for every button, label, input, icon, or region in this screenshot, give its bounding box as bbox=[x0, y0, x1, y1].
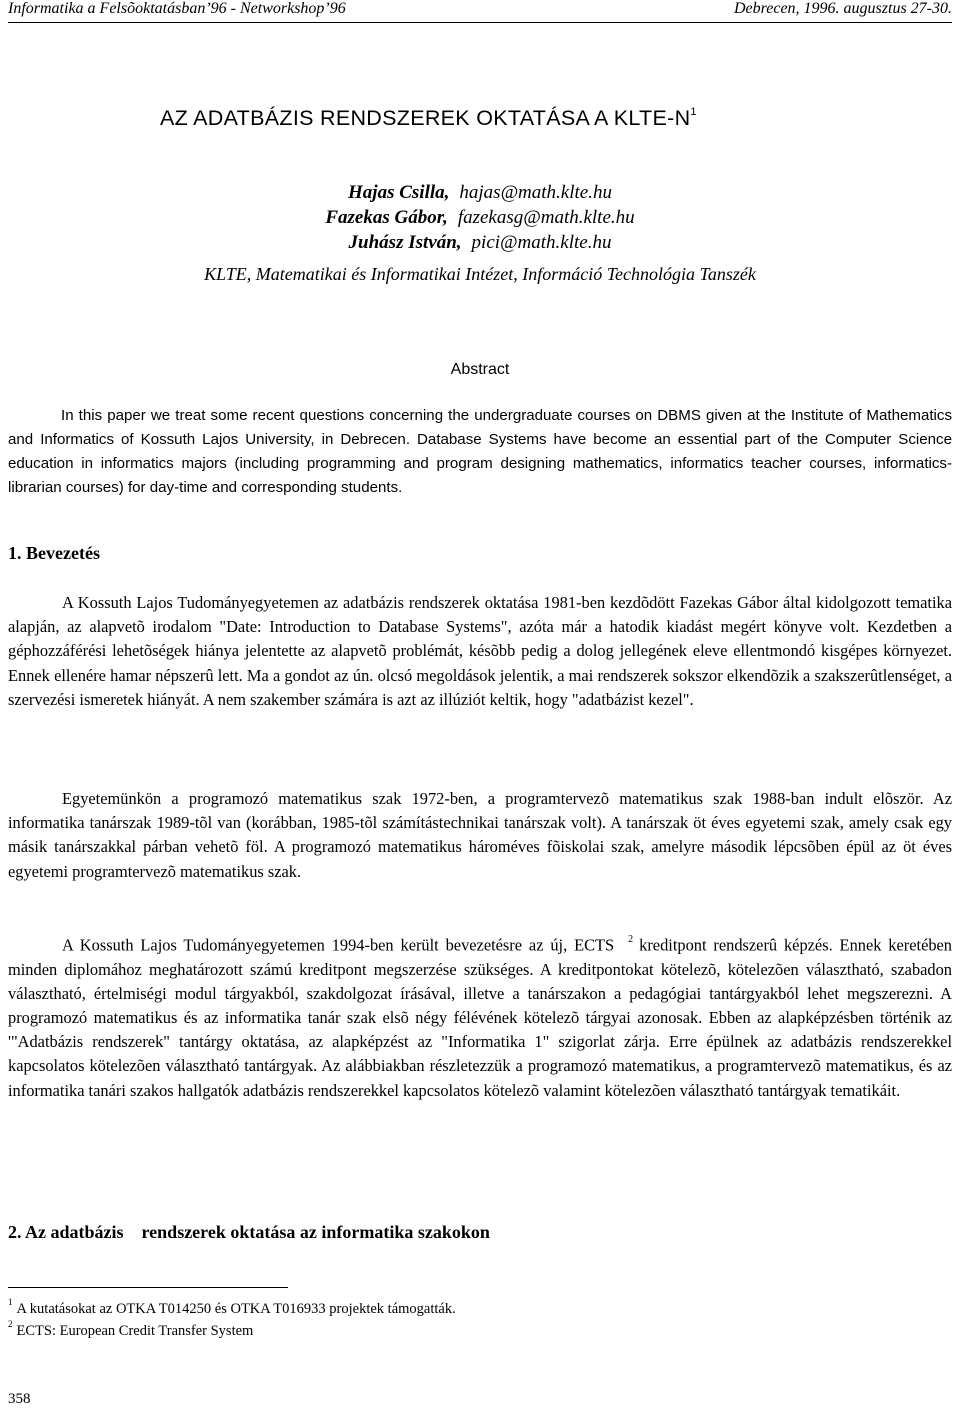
author-name: Juhász István, bbox=[348, 232, 462, 253]
paragraph-text: A Kossuth Lajos Tudományegyetemen az adatbázis rendszerek oktatása 1981-ben kezdõdött Fazekas Gábor által kidolgozott tematika alapján, az alapvetõ irodalom "Date: Introduction to Database Systems", azóta már a hatodik kiadást megért könyve volt. Kezdetben a géphozzáférési lehetõségek hiánya jelentette az alapvetõ problémát, késõbb pedig a dolog jellegének eleve ellentmondó kisgépes környezet. Ennek ellenére hamar népszerû lett. Ma a gondot az ún. olcsó megoldások jelentik, a mai rendszerek sokszor elkendõzik a szakszerûtlenséget, a szervezési ismeretek hiányát. A nem szakember számára is azt az illúziót keltik, hogy "adatbázist kezel". bbox=[8, 593, 952, 709]
author-line-2 bbox=[0, 207, 960, 229]
paragraph-text: Egyetemünkön a programozó matematikus szak 1972-ben, a programtervezõ matematikus szak 1988-ban indult elõször. Az informatika tanárszak 1989-tõl van (korábban, 1985-tõl számítástechnikai tanárszak volt). A tanárszak öt éves egyetemi szak, amely csak egy másik tanárszakkal párban vehetõ föl. A programozó matematikus hároméves fõiskolai szak, amelyre második lépcsõben épül az öt éves egyetemi programtervezõ matematikus szak. bbox=[8, 789, 952, 881]
footnote-mark: 2 bbox=[8, 1319, 13, 1329]
author-line-1 bbox=[0, 182, 960, 204]
affiliation: KLTE, Matematikai és Informatikai Intézet, Információ Technológia Tanszék bbox=[204, 264, 756, 284]
author-email: pici@math.klte.hu bbox=[471, 232, 612, 253]
footnote-2 bbox=[8, 1321, 253, 1340]
author-email: fazekasg@math.klte.hu bbox=[457, 207, 635, 228]
section-1-paragraph-3 bbox=[8, 930, 952, 1103]
abstract-heading: Abstract bbox=[450, 361, 510, 378]
footnote-mark-2: 2 bbox=[628, 934, 634, 945]
header-right-text: Debrecen, 1996. augusztus 27-30. bbox=[733, 0, 952, 17]
paragraph-text-after: kreditpont rendszerû képzés. Ennek keretében minden diplomához meghatározott számú kreditpont megszerzése szükséges. A kreditpontokat kötelezõ, kötelezõen választható, szabadon választható, értelmiségi modul tárgyakból, szakdolgozat írásával, illetve a tanárszakon a pedagógiai tantárgyakból lehet megszerezni. A programozó matematikus és az informatika tanár szak elsõ négy félévének kötelezõ tárgyai azonosak. Ebben az alapképzésben történik az '"Adatbázis rendszerek" tantárgy oktatása, az alapképzést az "Informatika 1" szigorlat zárja. Erre épülnek az adatbázis rendszerekkel kapcsolatos kötelezõen választható tantárgyak. Az alábbiakban részletezzük a programozó matematikus, a programtervezõ matematikus, és az informatika tanári szakos hallgatók adatbázis rendszerekkel kapcsolatos kötelezõ valamint kötelezõen választható tantárgyak tematikáit. bbox=[8, 935, 953, 1100]
paragraph-text-before: A Kossuth Lajos Tudományegyetemen 1994-ben került bevezetésre az új, ECTS bbox=[62, 935, 615, 955]
running-header bbox=[8, 0, 952, 22]
footnote-text: ECTS: European Credit Transfer System bbox=[16, 1322, 254, 1339]
footnote-rule bbox=[8, 1287, 288, 1288]
title-footnote-mark: 1 bbox=[690, 105, 697, 118]
section-2-heading-part1: 2. Az adatbázis bbox=[8, 1222, 124, 1242]
abstract-body bbox=[8, 404, 952, 500]
page-number: 358 bbox=[8, 1391, 31, 1407]
section-2-heading-part2: rendszerek oktatása az informatika szakokon bbox=[141, 1222, 490, 1242]
paragraph-text bbox=[8, 930, 952, 1103]
author-line-3 bbox=[0, 232, 960, 254]
section-1-paragraph-1 bbox=[8, 591, 952, 712]
footnote-text: A kutatásokat az OTKA T014250 és OTKA T016933 projektek támogatták. bbox=[16, 1300, 456, 1317]
paper-title bbox=[160, 106, 860, 131]
footnote-mark: 1 bbox=[8, 1297, 13, 1307]
author-name: Hajas Csilla, bbox=[348, 182, 450, 203]
author-email: hajas@math.klte.hu bbox=[459, 182, 612, 203]
section-1-paragraph-2 bbox=[8, 787, 952, 884]
abstract-text: In this paper we treat some recent questions concerning the undergraduate courses on DBMS given at the Institute of Mathematics and Informatics of Kossuth Lajos University, in Debrecen. Database Systems have become an essential part of the Computer Science education in informatics majors (including programming and program designing mathematics, informatics teacher courses, informatics-librarian courses) for day-time and corresponding students. bbox=[8, 407, 952, 496]
paper-title-text: AZ ADATBÁZIS RENDSZEREK OKTATÁSA A KLTE-N bbox=[160, 106, 691, 130]
section-1-heading: 1. Bevezetés bbox=[8, 543, 100, 563]
footnote-1 bbox=[8, 1299, 456, 1318]
header-left-text: Informatika a Felsõoktatásban’96 - Networkshop’96 bbox=[8, 0, 346, 17]
author-name: Fazekas Gábor, bbox=[325, 207, 448, 228]
section-2-heading bbox=[8, 1222, 490, 1243]
header-rule bbox=[8, 22, 952, 23]
